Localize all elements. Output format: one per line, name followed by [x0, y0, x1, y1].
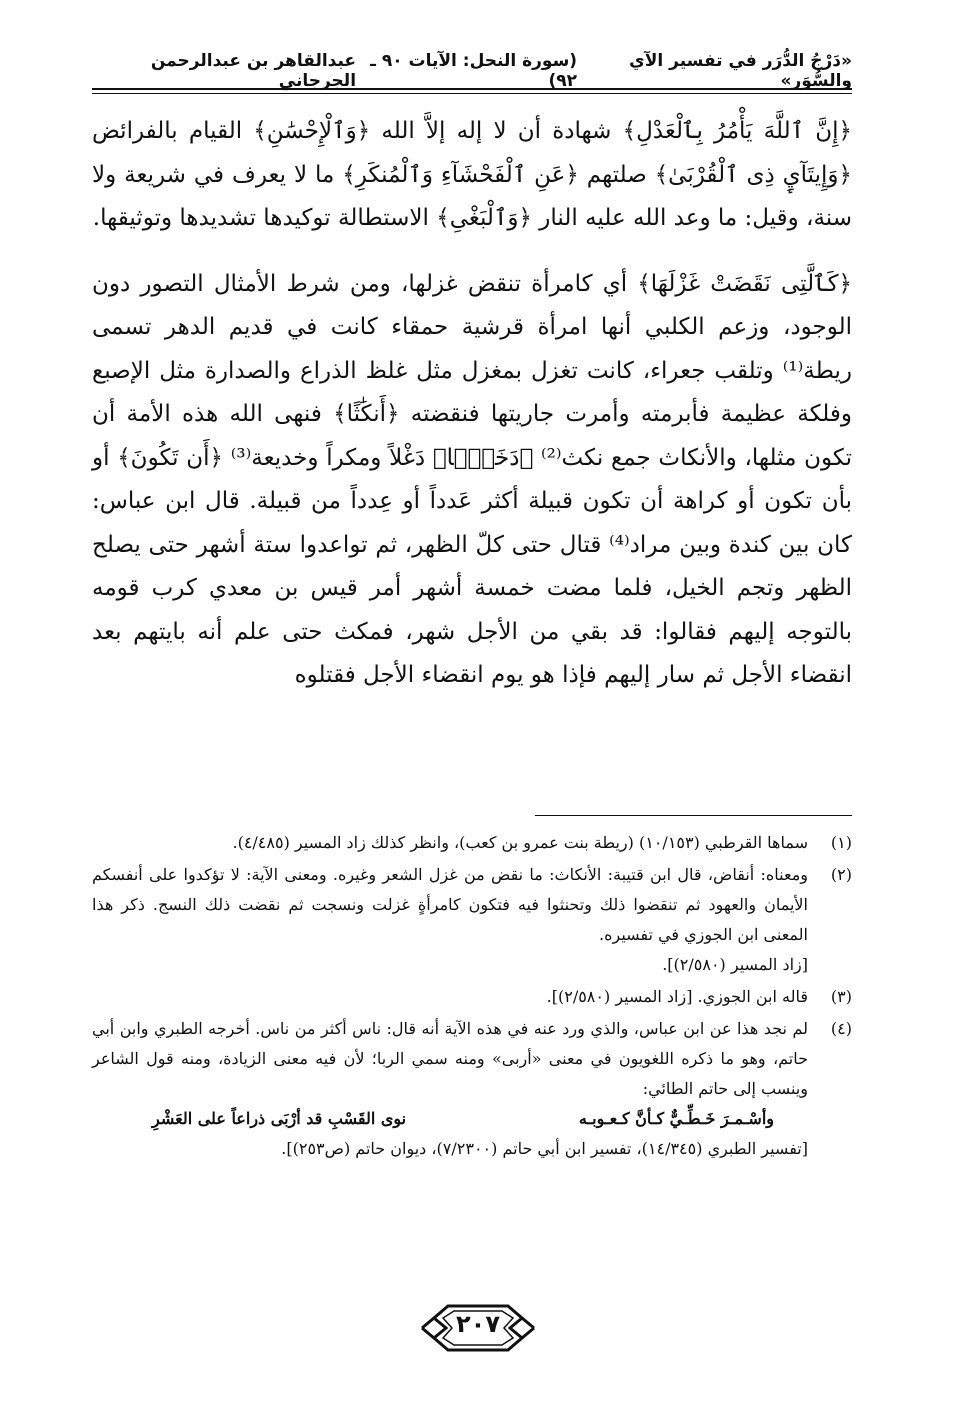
footnote-text: لم نجد هذا عن ابن عباس، والذي ورد عنه في هذه الآية أنه قال: ناس أكثر من ناس. أخرجه الطبري وابن أبي حاتم، وهو ما ذكره اللغويون في معنى «أربى» ومنه سمي الربا؛ لأن فيه معنى الزيادة، ومنه قول الشاعر وينسب إلى حاتم الطائي: — [92, 1019, 808, 1098]
footnote-3 — [92, 982, 852, 1012]
footnote-reference: [زاد المسير (٢/٥٨٠)]. — [662, 955, 808, 974]
footnote-text: قاله ابن الجوزي. [زاد المسير (٢/٥٨٠)]. — [546, 987, 808, 1006]
footnote-text: سماها القرطبي (١٠/١٥٣) (ريطة بنت عمرو بن كعب)، وانظر كذلك زاد المسير (٤/٤٨٥). — [232, 833, 808, 852]
poetry-verse — [92, 1104, 808, 1134]
footnote-number: (١) — [830, 833, 852, 852]
paragraph-2: ﴿كَٱلَّتِى نَقَضَتْ غَزْلَهَا﴾ أي كامرأة تنقض غزلها، ومن شرط الأمثال التصور دون الوجود، وزعم الكلبي أنها امرأة قرشية حمقاء كانت في قديم الدهر تسمى ريطة⁽¹⁾ وتلقب جعراء، كانت تغزل بمغزل مثل غلظ الذراع والصدارة مثل الإصبع وفلكة عظيمة فأبرمته وأمرت جاريتها فنقضته ﴿أَنكَٰثًا﴾ فنهى الله هذه الأمة أن تكون مثلها، والأنكاث جمع نكث⁽²⁾ ﴿دَخَلًۢا﴾ دَغْلاً ومكراً وخديعة⁽³⁾ ﴿أَن تَكُونَ﴾ أو بأن تكون أو كراهة أن تكون قبيلة أكثر عَدداً أو عِدداً من قبيلة. قال ابن عباس: كان بين كندة وبين مراد⁽⁴⁾ قتال حتى كلّ الظهر، ثم تواعدوا ستة أشهر حتى يصلح الظهر وتجم الخيل، فلما مضت خمسة أشهر أمر قيس بن معدي كرب قومه بالتوجه إليهم فقالوا: قد بقي من الأجل شهر، فمكث حتى علم أنه بايتهم بعد انقضاء الأجل ثم سار إليهم فإذا هو يوم انقضاء الأجل فقتلوه — [92, 270, 852, 688]
footnote-4 — [92, 1014, 852, 1164]
footnote-divider — [535, 815, 852, 816]
header-surah-info: (سورة النحل: الآيات ٩٠ ـ ٩٢) — [370, 51, 578, 91]
verse-first-hemistich: وأسْـمـرَ خَـطِّـيٌّ كـأنَّ كـعـوبـه — [578, 1109, 774, 1128]
header-book-title: «دَرْجُ الدُّرَر في تفسير الآي والسُّوَر» — [629, 51, 852, 91]
page-number-ornament — [418, 1300, 538, 1356]
footnote-number: (٤) — [830, 1019, 852, 1038]
header-author: عبدالقاهر بن عبدالرحمن الجرجاني — [150, 51, 357, 91]
paragraph-1: ﴿إِنَّ ٱللَّهَ يَأْمُرُ بِٱلْعَدْلِ﴾ شهادة أن لا إله إلاَّ الله ﴿وَٱلْإِحْسَٰنِ﴾ القيام بالفرائض ﴿وَإِيتَآيِٕ ذِى ٱلْقُرْبَىٰ﴾ صلتهم ﴿عَنِ ٱلْفَحْشَآءِ وَٱلْمُنكَرِ﴾ ما لا يعرف في شريعة ولا سنة، وقيل: ما وعد الله عليه النار ﴿وَٱلْبَغْىِ﴾ الاستطالة توكيدها تشديدها وتوثيقها. — [92, 118, 852, 231]
page-number: ٢٠٧ — [456, 1310, 500, 1338]
header-rule-thin — [92, 93, 852, 94]
main-text — [92, 110, 852, 698]
footnote-number: (٣) — [830, 987, 852, 1006]
footnote-number: (٢) — [830, 865, 852, 884]
running-header — [92, 51, 852, 91]
footnote-text: ومعناه: أنقاض، قال ابن قتيبة: الأنكاث: ما نقض من غزل الشعر وغيره. ومعنى الآية: لا تؤكدوا على أنفسكم الأيمان والعهود ثم تنقضوا ذلك وتحنثوا فيه فتكون كامرأةٍ غزلت ونسجت ثم نقضت ذلك النسج. ذكر هذا المعنى ابن الجوزي في تفسيره. — [92, 865, 808, 944]
footnote-2 — [92, 860, 852, 980]
footnote-1 — [92, 828, 852, 858]
footnote-reference: [تفسير الطبري (١٤/٣٤٥)، تفسير ابن أبي حاتم (٧/٢٣٠٠)، ديوان حاتم (ص٢٥٣)]. — [281, 1139, 808, 1158]
header-rule-thick — [92, 88, 852, 90]
footnotes — [92, 828, 852, 1166]
verse-second-hemistich: نوى القَسْبِ قد أرْبَى ذراعاً على العَشْرِ — [152, 1109, 407, 1128]
